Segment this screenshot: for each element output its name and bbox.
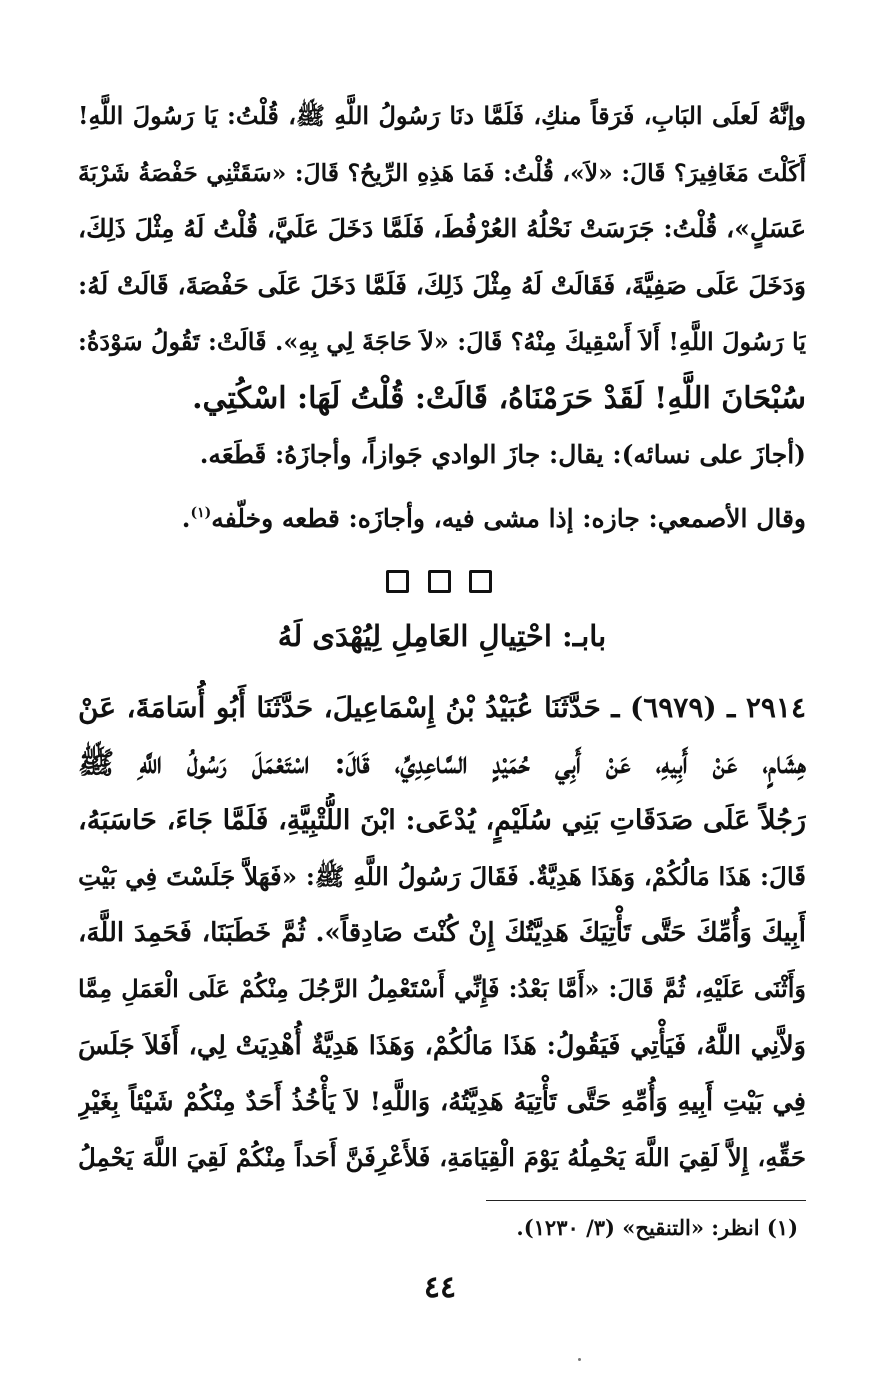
gloss-end-punct: . (181, 504, 191, 533)
scan-speck (578, 1358, 581, 1361)
text-line: وَدَخَلَ عَلَى صَفِيَّةَ، فَقَالَتْ لَهُ مِثْلَ ذَلِكَ، فَلَمَّا دَخَلَ عَلَى حَفْصَةَ، قَالَتْ لَهُ: (78, 270, 806, 300)
footnote-marker: (١) (190, 505, 212, 521)
footnote-divider (486, 1200, 806, 1201)
separator-square-icon (428, 570, 451, 593)
hadith-2914-text (78, 680, 806, 1187)
text-line: أَبِيكَ وَأُمِّكَ حَتَّى تَأْتِيَكَ هَدِيَّتُكَ إِنْ كُنْتَ صَادِقاً». ثُمَّ خَطَبَنَا، فَحَمِدَ اللَّهَ، (78, 918, 806, 949)
page-number: ٤٤ (423, 1270, 457, 1305)
separator-square-icon (386, 570, 409, 593)
text-line: فِي بَيْتِ أَبِيهِ وَأُمِّهِ حَتَّى تَأْتِيَهُ هَدِيَّتُهُ، وَاللَّهِ! لاَ يَأْخُذُ أَحَدٌ مِنْكُمْ شَيْئاً بِغَيْرِ (78, 1087, 806, 1118)
text-line: يَا رَسُولَ اللَّهِ! أَلاَ أَسْقِيكَ مِنْهُ؟ قَالَ: «لاَ حَاجَةَ لِي بِهِ». قَالَتْ: تَقُولُ سَوْدَةُ: (78, 327, 806, 356)
chapter-title: احْتِيالِ العَامِلِ لِيُهْدَى لَهُ (277, 619, 552, 653)
text-line: سُبْحَانَ اللَّهِ! لَقَدْ حَرَمْنَاهُ، قَالَتْ: قُلْتُ لَهَا: اسْكُتِي. (192, 380, 806, 416)
lexical-gloss-asmai (78, 498, 806, 534)
chapter-label: بابـ: (562, 619, 607, 653)
lexical-gloss: (أجازَ على نسائه): يقال: جازَ الوادي جَوازاً، وأجازَهُ: قَطَعَه. (199, 440, 806, 469)
text-line: عَسَلٍ»، قُلْتُ: جَرَسَتْ نَحْلُهُ العُرْفُطَ، فَلَمَّا دَخَلَ عَلَيَّ، قُلْتُ لَهُ مِثْلَ ذَلِكَ، (78, 214, 806, 243)
text-line: حَقِّهِ، إِلاَّ لَقِيَ اللَّهَ يَحْمِلُهُ يَوْمَ الْقِيَامَةِ، فَلأَعْرِفَنَّ أَحَداً مِنْكُمْ لَقِيَ اللَّهَ يَحْمِلُ (78, 1143, 806, 1173)
text-line: قَالَ: هَذَا مَالُكُمْ، وَهَذَا هَدِيَّةٌ. فَقَالَ رَسُولُ اللَّهِ ﷺ: «فَهَلاَّ جَلَسْتَ فِي بَيْتِ (78, 861, 806, 891)
separator-square-icon (469, 570, 492, 593)
hadith-continuation-text (78, 88, 806, 427)
text-line: أَكَلْتَ مَغَافِيرَ؟ قَالَ: «لاَ»، قُلْتُ: فَمَا هَذِهِ الرِّيحُ؟ قَالَ: «سَقَتْنِي حَفْصَةُ شَرْبَةَ (78, 158, 806, 187)
footnote: (١) انظر: «التنقيح» (٣/ ١٢٣٠). (516, 1215, 798, 1240)
section-separator (386, 566, 492, 596)
chapter-heading (78, 612, 806, 660)
text-line: رَجُلاً عَلَى صَدَقَاتِ بَنِي سُلَيْمٍ، يُدْعَى: ابْنَ اللُّتْبِيَّةِ، فَلَمَّا جَاءَ، حَاسَبَهُ، (78, 804, 806, 836)
text-line: وإنَّهُ لَعلَى البَابِ، فَرَقاً منكِ، فَلَمَّا دنَا رَسُولُ اللَّهِ ﷺ، قُلْتُ: يَا رَسُولَ اللَّهِ! (78, 101, 806, 130)
gloss-text: وقال الأصمعي: جازه: إذا مشى فيه، وأجازَه: قطعه وخلّفه (211, 504, 806, 533)
text-line: هِشَامٍ، عَنْ أَبِيهِ، عَنْ أَبِي حُمَيْدٍ السَّاعِدِيِّ، قَالَ: اسْتَعْمَلَ رَسُولُ اللَّهِ ﷺ (78, 746, 806, 782)
text-line: ٢٩١٤ ـ (٦٩٧٩) ـ حَدَّثَنَا عُبَيْدُ بْنُ إِسْمَاعِيلَ، حَدَّثَنَا أَبُو أُسَامَةَ، عَنْ (78, 691, 806, 724)
text-line: وَلاَّنِي اللَّهُ، فَيَأْتِي فَيَقُولُ: هَذَا مَالُكُمْ، وَهَذَا هَدِيَّةٌ أُهْدِيَتْ لِي، أَفَلاَ جَلَسَ (78, 1030, 806, 1061)
text-line: وَأَثْنَى عَلَيْهِ، ثُمَّ قَالَ: «أَمَّا بَعْدُ: فَإِنِّي أَسْتَعْمِلُ الرَّجُلَ مِنْكُمْ عَلَى الْعَمَلِ مِمَّا (78, 974, 806, 1004)
